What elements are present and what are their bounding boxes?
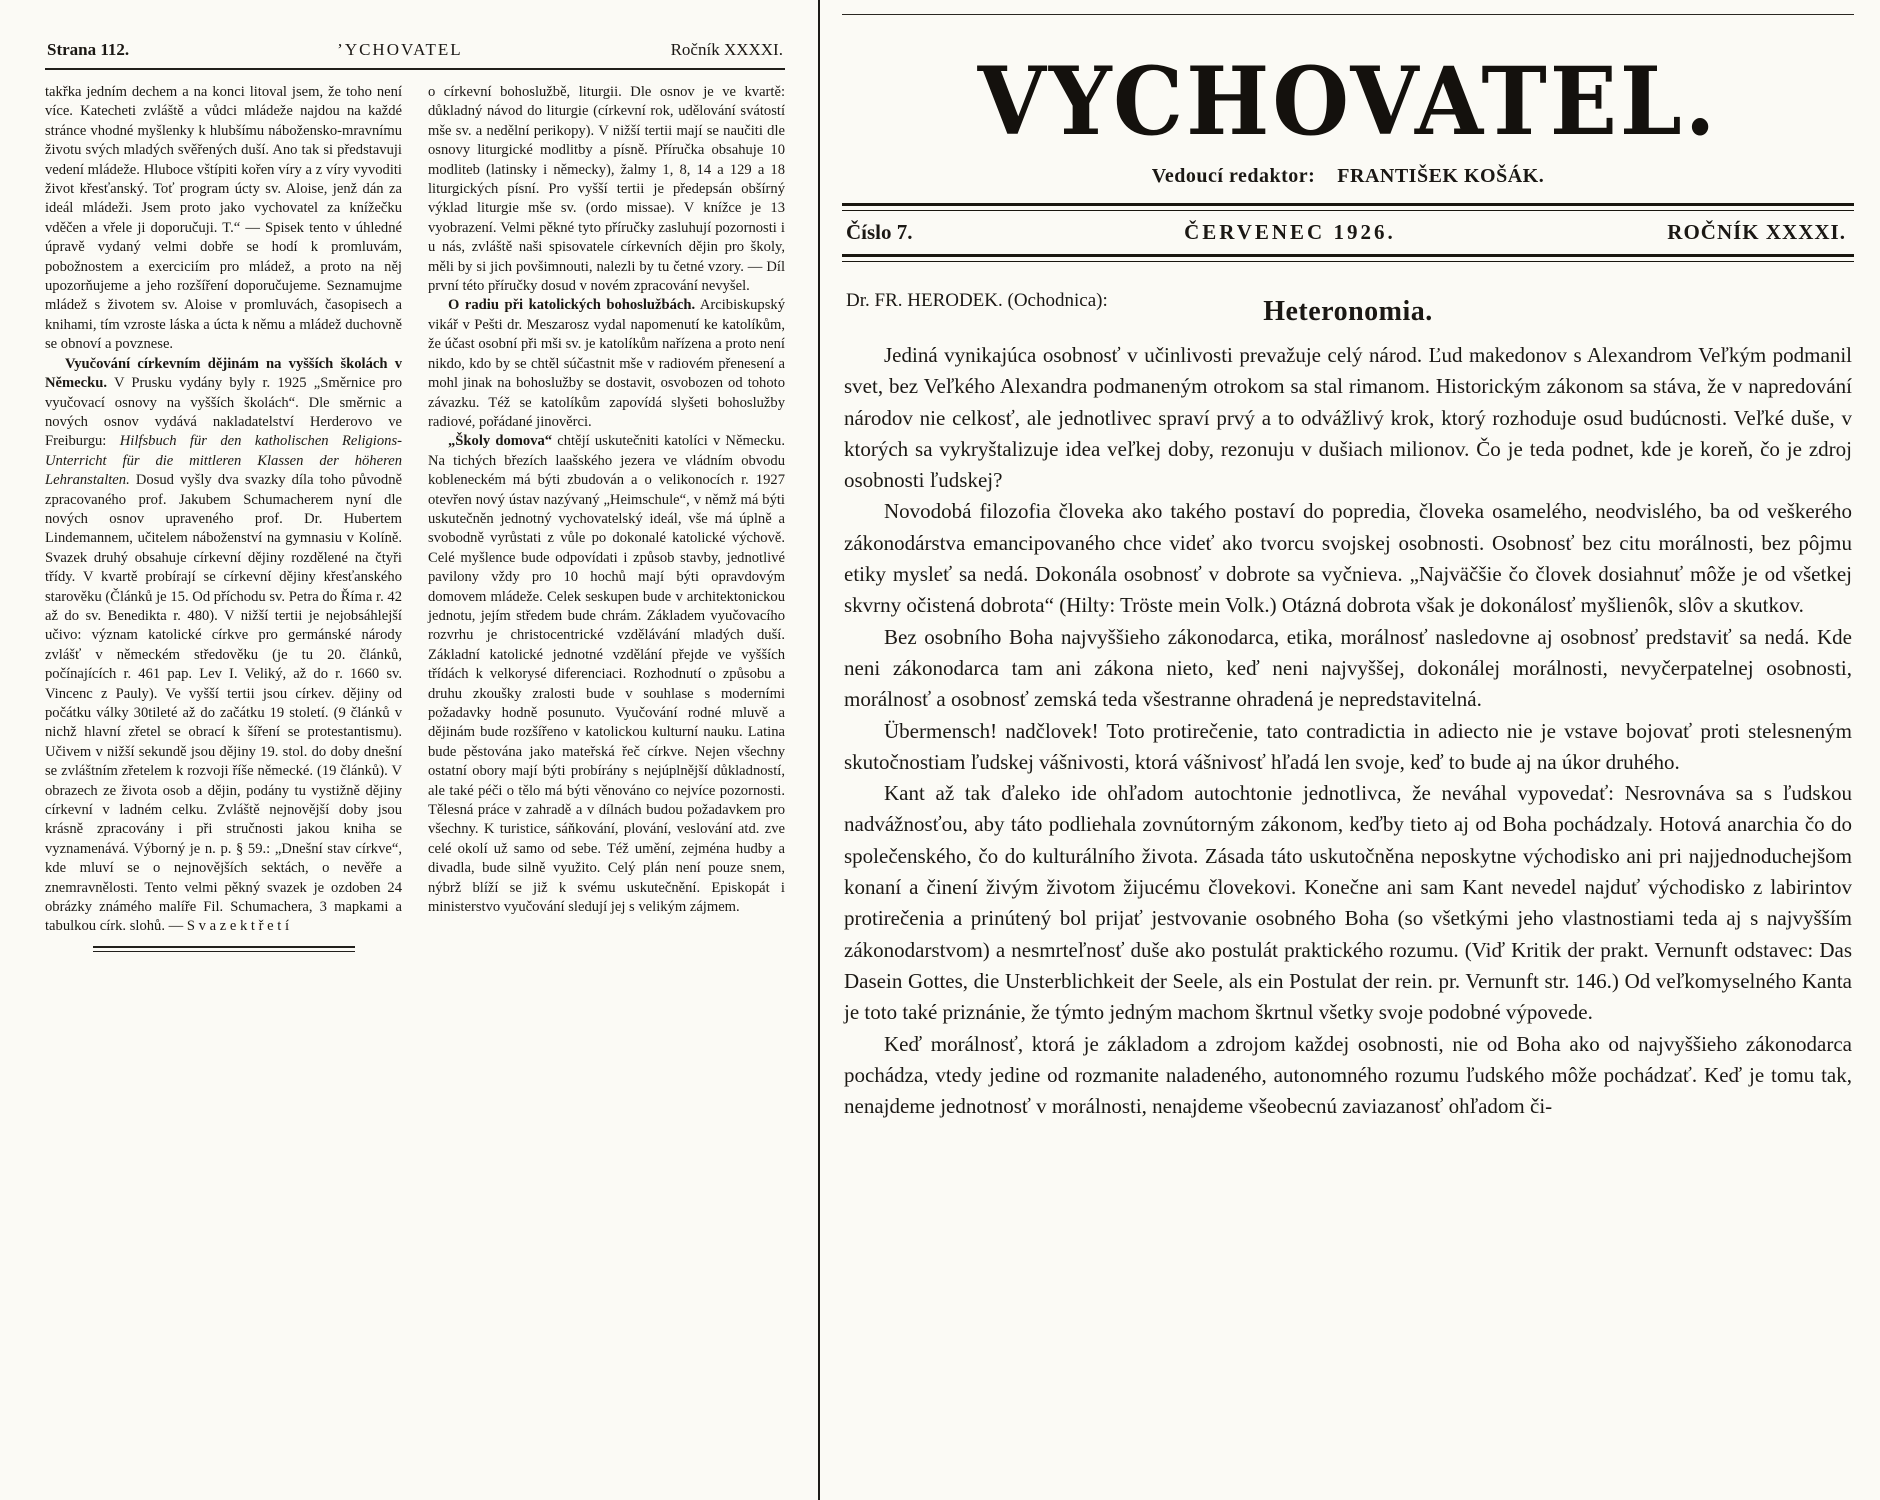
text-column-1 [45,83,402,952]
text-column-2 [428,83,785,952]
paragraph-text: Arcibiskupský vikář v Pešti dr. Meszarosz vydal napomenutí ke katolíkům, že účast osobní při mši sv. je katolíkům nařízena a proto není nikdo, kdo by se chtěl súčastnit mše v radiovém přenesení a mohl jinak na bohoslužby se dostavit, osvobozen od tohoto závazku. Též se katolíkům zapovídá slyšeti bohoslužby radiové, pořádané jinověrci. [428,297,786,430]
editor-line [842,165,1854,188]
paragraph [428,432,785,917]
issue-bar [842,211,1854,254]
issue-volume: ROČNÍK XXXXI. [1667,220,1846,244]
editor-label: Vedoucí redaktor: [1151,165,1316,187]
end-of-article-rule [93,946,355,952]
running-title: ’YCHOVATEL [337,40,463,59]
article-paragraph: Übermensch! nadčlovek! Toto protirečenie, tato contradictia in adiecto nie je vstave bojovať proti stelesneným skutočnostiam ľudskej vášnivosti, ktorá vášnivosť hľadá len svoje, keď to bude aj na úkor druhého. [844,718,1852,774]
article-author: Dr. FR. HERODEK. (Ochodnica): [846,290,1108,311]
article-paragraph: Jediná vynikajúca osobnosť v učinlivosti prevažuje celý národ. Ľud makedonov s Alexandrom Veľkým podmanil svet, bez Veľkého Alexandra podmaneným otrokom sa stal rimanom. Historickým zákonom sa stáva, že v napredování národov nie celkosť, ale jednotlivec spraví prvý a to odvážlivý krok, ktorý rozhoduje osud budúcnosti. Veľké duše, v ktorých sa vykryštalizuje idea veľkej doby, rezonuju v dušiach milionov. Čo je teda podnet, kde je koreň, čo je zdroj osobnosti ľudskej? [844,343,1852,493]
left-page [45,40,785,952]
left-page-columns [45,83,785,952]
paragraph-lead: Vyučování církevním dějinám na vyšších školách v Německu. [45,355,402,392]
article-head [844,288,1852,340]
article-paragraph: Novodobá filozofia človeka ako takého postaví do popredia, človeka osamelého, neodvislého, ba od veškerého zákonodárstva emancipovaného chce videť ako tvorcu svojskej osobnosti. Osobnosť bez citu morálnosti, bez pôjmu etiky mysleť sa nedá. Dokonála osobnosť v dobrote sa vyčnieva. „Najväčšie čo človek dosiahnuť môže je od všetkej skvrny očistená dobrota“ (Hilty: Tröste mein Volk.) Otázná dobrota však je dokonálosť myšlienôk, slôv a skutkov. [844,499,1852,618]
paragraph-text: o církevní bohoslužbě, liturgii. Dle osnov je ve kvartě: důkladný návod do liturgie (církevní rok, udělování svátostí mše sv. a nedělní perikopy). V nižší tertii mají se naučiti dle osnovy liturgické modlitby a písně. Příručka obsahuje 10 modliteb (latinsky i německy), žalmy 1, 8, 14 a 129 a 18 liturgických písní. Pro vyšší tertii je předepsán obšírný výklad liturgie mše sv. (ordo missae). V knížce je 13 vyobrazení. Velmi pěkné tyto příručky zasluhují pozornosti i u nás, zvláště naši spisovatele církevních dějin pro školy, měli by si jich povšimnouti, nalezli by tu četné vzory. — Díl první této příručky dosud v novém zpracování nevyšel. [428,84,785,295]
paragraph [428,296,785,432]
journal-masthead-title: VYCHOVATEL. [977,45,1719,157]
right-page [842,14,1854,1122]
article-paragraph: Keď morálnosť, ktorá je základom a zdrojom každej osobnosti, nie od Boha ako od najvyššieho zákonodarca pochádza, vtedy jedine od rozmanite naladeného, autonomného rozumu ľudského môže pochádzať. Keď je tomu tak, nenajdeme jednotnosť v morálnosti, nenajdeme všeobecnú zaviazanosť ohľadom či- [844,1031,1852,1119]
article-paragraph: Bez osobního Boha najvyššieho zákonodarca, etika, morálnosť nasledovne aj osobnosť predstaviť sa nedá. Kde neni zákonodarca tam ani zákona nieto, keď neni najvyššej, dokonálej morálnosti, nevyčerpatelnej osobnosti, morálnosť a osobnosť zemská teda všestranne ohradená je nepredstavitelná. [844,624,1852,712]
paragraph-lead: „Školy domova“ [448,433,553,450]
issue-date: ČERVENEC 1926. [1184,220,1396,244]
paragraph [428,83,785,296]
left-page-header [45,40,785,70]
paragraph-text: takřka jedním dechem a na konci litoval jsem, že toho není více. Katecheti zvláště a vůdci mládeže najdou na každé stránce vhodné myšlenky k hlubšímu nábožensko-mravnímu životu svých mladých svěřených duší. Ano tak si představuji vedení mládeže. Hluboce vštípiti kořen víry a z víry vyvoditi život křesťanský. Toť program úcty sv. Aloise, jenž dán za ideál mládeži. Jsem proto jako vychovatel za knížečku vděčen a vřele ji doporučuji. T.“ — Spisek tento v úhledné úpravě vydaný velmi dobře se hodí k promluvám, pobožnostem a exerciciím pro mládež, a proto na něj upozorňujeme a jeho rozšíření doporučujeme. Seznamujme mládež s životem sv. Aloise v promluvách, časopisech a knihami, tím vzroste láska a úcta k němu a mládež duchovně se obnoví a povznese. [45,84,402,353]
paragraph-text: Dosud vyšly dva svazky díla toho původně zpracovaného prof. Jakubem Schumacherem nyní dle nových osnov upraveného prof. Dr. Hubertem Lindemannem, učitelem náboženství na gymnasiu v Kolíně. Svazek druhý obsahuje církevní dějiny rozdělené na čtyři třídy. V kvartě probírají se církevní dějiny křesťanského starověku (Článků je 15. Od příchodu sv. Petra do Říma r. 42 až do sv. Benedikta r. 480). V nižší tertii je nejobsáhlejší učivo: význam katolické církve pro germánské národy zvlášť v německém středověku (je tu 20. článků, počínajících r. 461 pap. Lev I. Veliký, až do r. 1660 sv. Vincenc z Pauly). Ve vyšší tertii jsou církev. dějiny od počátku války 30tileté až do začátku 19 století. (9 článků v nichž hlavní zřetel se obrací k šíření se protestantismu). Učivem v nižší sekundě jsou dějiny 19. stol. do doby dnešní se zvláštním zřetelem k rozvoji říše německé. (19 článků). V obrazech ze života osob a dějin, podány tu vystižně dějiny církevní v ladném celku. Zvláště nejnovější doby jsou krásně zpracovány i při stručnosti jakou kniha se vyznamenává. Výborný je n. p. § 59.: „Dnešní stav církve“, kde mluví se o nejnovějších sektách, o nevěře a znemravnělosti. Tento velmi pěkný svazek je ozdoben 24 obrázky známého malíře Fil. Schumachera, 3 mapkami a tabulkou círk. slohů. — S v a z e k t ř e t í [45,472,402,935]
paragraph-text: V Prusku vydány byly r. 1925 „Směrnice pro vyučovací osnovy na vyšších školách“. Dle směrnic a nových osnov vydává nakladatelství Herderovo ve Freiburgu: [45,375,402,450]
issue-number: Číslo 7. [846,220,913,244]
book-title-italic: Hilfsbuch für den katholischen Religions-Unterricht für die mittleren Klassen der höheren Lehranstalten. [45,433,402,489]
page-number: Strana 112. [47,40,130,59]
double-rule-bottom [842,254,1854,262]
article-title: Heteronomia. [1263,296,1433,327]
paragraph-lead: O radiu při katolických bohoslužbách. [448,297,696,314]
double-rule-top [842,203,1854,211]
editor-name: FRANTIŠEK KOŠÁK. [1337,165,1545,187]
page-divider-rule [818,0,820,1500]
paragraph-text: chtějí uskutečniti katolíci v Německu. Na tichých březích laašského jezera ve vládním obvodu kobleneckém má býti zbudován a o velikonocích r. 1927 otevřen nový ústav nazývaný „Heimschule“, v němž má býti uskutečněn jednotný vychovatelský ideál, vše má úplně a svobodně vyrůstati z vůle po dokonalé katolické výchově. Celé myšlence bude odpovídati i způsob stavby, jednotlivé pavilony vždy pro 10 hochů mají býti opravdovým domovem mládeže. Celek seskupen bude v architektonickou jednotu, jejím středem bude chrám. Základem vyučovacího rozvrhu je christocentrické vzdělávání mladých duší. Základní katolické jednotné vzdělání přejde ve vyšších třídách k velkorysé diferenciaci. Rozhodnutí o způsobu a druhu zkoušky zralosti bude v souhlase s moderními požadavky hodně posunuto. Vyučování rodné mluvě a dějinám bude rozšířeno v katolickou kulturní nauku. Latina bude pěstována jako mateřská řeč církve. Nejen všechny ostatní obory mají býti probírány s nejúplnější důkladností, ale také péči o tělo má býti věnováno co nejvíce pozornosti. Tělesná práce v zahradě a v dílnách budou požadavkem pro všechny. K turistice, sáňkování, plování, veslování atd. zve celé okolí už samo od sebe. Též umění, zejména hudby a divadla, bude silně využito. Celý plán není pouze snem, nýbrž blíží se již k svému uskutečnění. Episkopát i ministerstvo vyučování sledují jej s velikým zájmem. [428,433,786,916]
volume-label: Ročník XXXXI. [670,40,783,59]
article [842,288,1854,1122]
article-body [844,340,1852,1122]
article-paragraph: Kant až tak ďaleko ide ohľadom autochtonie jednotlivca, že neváhal vypovedať: Nesrovnáva sa s ľudskou nadvážnosťou, aby táto podliehala zovnútorným zákonom, keďby tieto aj od Boha pochádzaly. Hotová anarchia čo do společenského, čo do kulturálního života. Zásada táto uskutočněna neposkytne východisko ani pri najjednoduchejšom konaní a činení živým životom žijucému človekovi. Konečne ani sam Kant nevedel najduť východisko z labirintov protirečenia a prinútený bol prijať jestvovanie osobného Boha (so všetkými jeho vlastnostiami teda aj s najvyšším zákonodarstvom) a nesmrteľnosť duše ako postulát praktického rozumu. (Viď Kritik der prakt. Vernunft odstavec: Das Dasein Gottes, die Unsterblichkeit der Seele, als ein Postulat der rein. pr. Vernunft str. 146.) Od veľkomyselného Kanta je toto také priznánie, že týmto jedným machom škrtnul všetky svoje podobné výpovede. [844,781,1852,1025]
paragraph [45,83,402,355]
paragraph [45,355,402,937]
